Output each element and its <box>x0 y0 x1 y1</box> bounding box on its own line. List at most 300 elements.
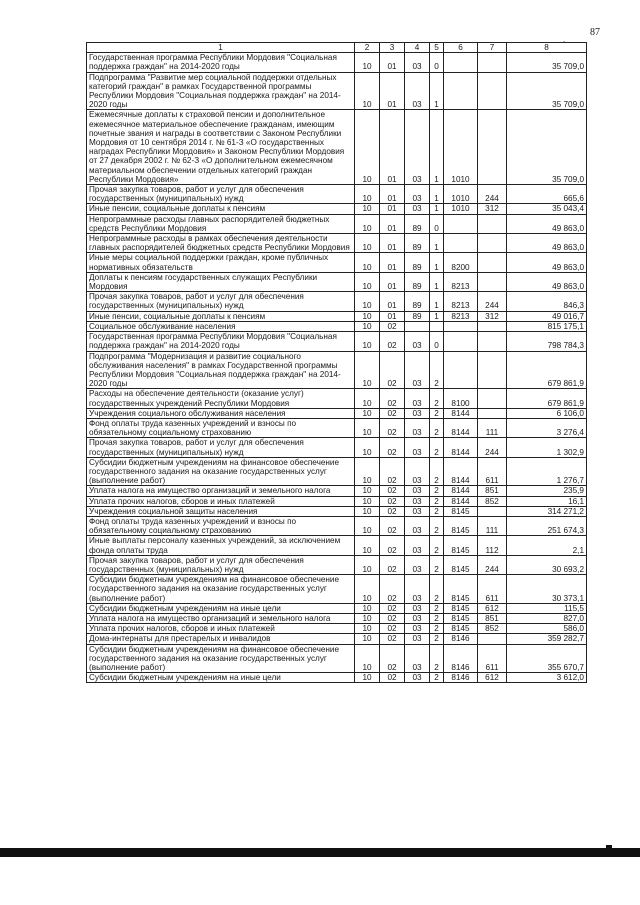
code-expense-type <box>478 110 507 185</box>
row-name: Ежемесячные доплаты к страховой пенсии и дополнительное ежемесячное материальное обеспечение гражданам, имеющим почетные звания и награды в соответствии с Законом Республики Мордовия от 10 сентября 2014 г. № 61-З «О государственных наградах Республики Мордовия» и Законом Республики Мордовия от 27 декабря 2002 г. № 62-З «О дополнительном ежемесячном материальном обеспечении отдельных категорий граждан Республики Мордовия» <box>87 110 355 185</box>
row-name: Иные пенсии, социальные доплаты к пенсиям <box>87 311 355 321</box>
row-name: Субсидии бюджетным учреждениям на иные цели <box>87 603 355 613</box>
code-subsection: 02 <box>380 506 405 516</box>
row-amount: 359 282,7 <box>507 634 587 644</box>
code-section: 10 <box>355 486 380 496</box>
code-target: 8145 <box>444 575 478 604</box>
code-subprogram: 0 <box>430 214 444 233</box>
code-section: 10 <box>355 457 380 486</box>
code-subprogram: 2 <box>430 516 444 535</box>
code-expense-type: 244 <box>478 555 507 574</box>
row-amount: 30 693,2 <box>507 555 587 574</box>
code-section: 10 <box>355 292 380 311</box>
code-section: 10 <box>355 408 380 418</box>
code-program: 03 <box>405 506 430 516</box>
row-amount: 35 709,0 <box>507 53 587 72</box>
code-subsection: 02 <box>380 673 405 683</box>
code-subprogram: 1 <box>430 185 444 204</box>
budget-table <box>86 42 587 683</box>
code-subsection: 02 <box>380 613 405 623</box>
code-target: 8145 <box>444 603 478 613</box>
code-subprogram: 2 <box>430 351 444 389</box>
code-target: 8145 <box>444 506 478 516</box>
table-row <box>87 408 587 418</box>
row-amount: 679 861,9 <box>507 389 587 408</box>
code-program: 03 <box>405 613 430 623</box>
code-section: 10 <box>355 673 380 683</box>
code-subprogram: 1 <box>430 234 444 253</box>
row-amount: 16,1 <box>507 496 587 506</box>
column-header-3: 3 <box>380 43 405 53</box>
code-subsection: 02 <box>380 351 405 389</box>
code-target: 8144 <box>444 438 478 457</box>
code-section: 10 <box>355 321 380 331</box>
code-subsection: 02 <box>380 644 405 673</box>
code-program: 89 <box>405 234 430 253</box>
row-amount: 35 709,0 <box>507 110 587 185</box>
code-expense-type <box>478 321 507 331</box>
code-subprogram: 1 <box>430 204 444 214</box>
code-expense-type: 244 <box>478 185 507 204</box>
code-expense-type: 851 <box>478 613 507 623</box>
table-row <box>87 214 587 233</box>
code-target: 8200 <box>444 253 478 272</box>
table-row <box>87 603 587 613</box>
code-expense-type <box>478 506 507 516</box>
table-row <box>87 644 587 673</box>
code-section: 10 <box>355 204 380 214</box>
code-program <box>405 321 430 331</box>
code-subprogram: 1 <box>430 72 444 110</box>
row-name: Социальное обслуживание населения <box>87 321 355 331</box>
row-amount: 815 175,1 <box>507 321 587 331</box>
code-section: 10 <box>355 253 380 272</box>
code-program: 03 <box>405 53 430 72</box>
code-subsection: 02 <box>380 555 405 574</box>
code-subprogram: 2 <box>430 438 444 457</box>
code-subsection: 02 <box>380 575 405 604</box>
code-section: 10 <box>355 536 380 555</box>
scan-edge-bar <box>0 848 640 857</box>
table-row <box>87 389 587 408</box>
code-subsection: 02 <box>380 496 405 506</box>
code-target: 8213 <box>444 292 478 311</box>
table-row <box>87 272 587 291</box>
row-amount: 49 016,7 <box>507 311 587 321</box>
code-subprogram: 0 <box>430 53 444 72</box>
column-header-7: 7 <box>478 43 507 53</box>
column-header-5: 5 <box>430 43 444 53</box>
code-subsection: 02 <box>380 321 405 331</box>
row-amount: 49 863,0 <box>507 214 587 233</box>
code-subsection: 02 <box>380 536 405 555</box>
code-expense-type: 851 <box>478 486 507 496</box>
table-row <box>87 292 587 311</box>
table-body <box>87 53 587 683</box>
row-name: Иные выплаты персоналу казенных учреждений, за исключением фонда оплаты труда <box>87 536 355 555</box>
code-expense-type <box>478 332 507 351</box>
code-program: 03 <box>405 516 430 535</box>
row-name: Уплата налога на имущество организаций и земельного налога <box>87 613 355 623</box>
code-subsection: 01 <box>380 253 405 272</box>
code-program: 03 <box>405 673 430 683</box>
column-header-4: 4 <box>405 43 430 53</box>
code-program: 03 <box>405 351 430 389</box>
code-expense-type <box>478 389 507 408</box>
code-program: 03 <box>405 536 430 555</box>
row-amount: 314 271,2 <box>507 506 587 516</box>
row-amount: 679 861,9 <box>507 351 587 389</box>
code-program: 89 <box>405 253 430 272</box>
row-name: Расходы на обеспечение деятельности (оказание услуг) государственных учреждений Республики Мордовия <box>87 389 355 408</box>
table-row <box>87 536 587 555</box>
code-target: 8145 <box>444 536 478 555</box>
code-expense-type <box>478 408 507 418</box>
code-target: 8146 <box>444 634 478 644</box>
table-row <box>87 110 587 185</box>
column-header-1: 1 <box>87 43 355 53</box>
code-target: 8145 <box>444 613 478 623</box>
code-target: 8144 <box>444 486 478 496</box>
code-subsection: 01 <box>380 185 405 204</box>
column-header-6: 6 <box>444 43 478 53</box>
code-target: 1010 <box>444 204 478 214</box>
code-subsection: 02 <box>380 438 405 457</box>
row-name: Государственная программа Республики Мордовия "Социальная поддержка граждан" на 2014-2020 годы <box>87 332 355 351</box>
code-program: 03 <box>405 603 430 613</box>
code-section: 10 <box>355 272 380 291</box>
code-target: 8146 <box>444 673 478 683</box>
code-program: 03 <box>405 438 430 457</box>
code-target <box>444 234 478 253</box>
code-target: 8144 <box>444 496 478 506</box>
code-subsection: 02 <box>380 624 405 634</box>
code-program: 03 <box>405 575 430 604</box>
row-amount: 798 784,3 <box>507 332 587 351</box>
code-subsection: 02 <box>380 418 405 437</box>
code-section: 10 <box>355 214 380 233</box>
code-subsection: 01 <box>380 204 405 214</box>
code-subprogram: 2 <box>430 673 444 683</box>
table-row <box>87 332 587 351</box>
table-row <box>87 418 587 437</box>
code-section: 10 <box>355 603 380 613</box>
row-amount: 1 302,9 <box>507 438 587 457</box>
row-amount: 235,9 <box>507 486 587 496</box>
code-subsection: 01 <box>380 53 405 72</box>
code-program: 03 <box>405 624 430 634</box>
code-subprogram <box>430 321 444 331</box>
code-expense-type: 244 <box>478 292 507 311</box>
code-target <box>444 332 478 351</box>
code-subprogram: 1 <box>430 110 444 185</box>
row-name: Уплата прочих налогов, сборов и иных платежей <box>87 496 355 506</box>
row-amount: 2,1 <box>507 536 587 555</box>
code-program: 03 <box>405 185 430 204</box>
code-expense-type: 852 <box>478 624 507 634</box>
row-amount: 1 276,7 <box>507 457 587 486</box>
code-subsection: 01 <box>380 234 405 253</box>
row-amount: 35 043,4 <box>507 204 587 214</box>
row-name: Учреждения социальной защиты населения <box>87 506 355 516</box>
code-subprogram: 2 <box>430 486 444 496</box>
code-expense-type <box>478 272 507 291</box>
code-expense-type: 611 <box>478 457 507 486</box>
code-subprogram: 1 <box>430 311 444 321</box>
row-amount: 355 670,7 <box>507 644 587 673</box>
table-row <box>87 555 587 574</box>
code-subprogram: 2 <box>430 496 444 506</box>
row-amount: 827,0 <box>507 613 587 623</box>
code-subsection: 01 <box>380 311 405 321</box>
code-subprogram: 2 <box>430 506 444 516</box>
code-target <box>444 72 478 110</box>
table-row <box>87 438 587 457</box>
code-program: 03 <box>405 72 430 110</box>
page-number: 87 <box>590 27 600 38</box>
code-section: 10 <box>355 496 380 506</box>
code-target: 8100 <box>444 389 478 408</box>
code-expense-type <box>478 72 507 110</box>
code-expense-type: 611 <box>478 575 507 604</box>
code-section: 10 <box>355 234 380 253</box>
table-row <box>87 72 587 110</box>
code-target: 8213 <box>444 311 478 321</box>
code-expense-type: 111 <box>478 418 507 437</box>
code-program: 03 <box>405 634 430 644</box>
row-name: Фонд оплаты труда казенных учреждений и взносы по обязательному социальному страхованию <box>87 516 355 535</box>
code-section: 10 <box>355 351 380 389</box>
row-name: Государственная программа Республики Мордовия "Социальная поддержка граждан" на 2014-2020 годы <box>87 53 355 72</box>
table-row <box>87 613 587 623</box>
code-subsection: 02 <box>380 634 405 644</box>
code-subsection: 02 <box>380 486 405 496</box>
row-name: Субсидии бюджетным учреждениям на финансовое обеспечение государственного задания на оказание государственных услуг (выполнение работ) <box>87 457 355 486</box>
code-section: 10 <box>355 311 380 321</box>
row-name: Учреждения социального обслуживания населения <box>87 408 355 418</box>
row-name: Иные пенсии, социальные доплаты к пенсиям <box>87 204 355 214</box>
code-program: 03 <box>405 555 430 574</box>
row-name: Прочая закупка товаров, работ и услуг для обеспечения государственных (муниципальных) нужд <box>87 438 355 457</box>
code-program: 03 <box>405 486 430 496</box>
code-subprogram: 1 <box>430 272 444 291</box>
code-target: 8146 <box>444 644 478 673</box>
row-amount: 251 674,3 <box>507 516 587 535</box>
code-section: 10 <box>355 53 380 72</box>
code-expense-type: 111 <box>478 516 507 535</box>
code-program: 89 <box>405 292 430 311</box>
code-section: 10 <box>355 185 380 204</box>
row-amount: 30 373,1 <box>507 575 587 604</box>
row-amount: 3 612,0 <box>507 673 587 683</box>
code-section: 10 <box>355 110 380 185</box>
row-amount: 115,5 <box>507 603 587 613</box>
column-header-8: 8 <box>507 43 587 53</box>
code-expense-type: 112 <box>478 536 507 555</box>
code-expense-type: 612 <box>478 673 507 683</box>
header-row <box>87 43 587 53</box>
code-subprogram: 2 <box>430 575 444 604</box>
code-target: 8145 <box>444 555 478 574</box>
row-name: Прочая закупка товаров, работ и услуг для обеспечения государственных (муниципальных) нужд <box>87 185 355 204</box>
row-name: Подпрограмма "Развитие мер социальной поддержки отдельных категорий граждан" в рамках Государственной программы Республики Мордовия "Социальная поддержка граждан" на 2014-2020 годы <box>87 72 355 110</box>
table-row <box>87 516 587 535</box>
code-subsection: 01 <box>380 110 405 185</box>
page-mark: , <box>563 35 566 44</box>
code-subprogram: 1 <box>430 253 444 272</box>
code-subprogram: 2 <box>430 603 444 613</box>
row-name: Фонд оплаты труда казенных учреждений и взносы по обязательному социальному страхованию <box>87 418 355 437</box>
table-row <box>87 351 587 389</box>
code-section: 10 <box>355 555 380 574</box>
code-expense-type <box>478 234 507 253</box>
code-subsection: 02 <box>380 332 405 351</box>
column-header-2: 2 <box>355 43 380 53</box>
table-row <box>87 457 587 486</box>
code-program: 89 <box>405 272 430 291</box>
code-program: 03 <box>405 644 430 673</box>
code-subsection: 02 <box>380 408 405 418</box>
row-name: Прочая закупка товаров, работ и услуг для обеспечения государственных (муниципальных) нужд <box>87 555 355 574</box>
table-row <box>87 506 587 516</box>
row-name: Уплата налога на имущество организаций и земельного налога <box>87 486 355 496</box>
code-section: 10 <box>355 332 380 351</box>
row-amount: 49 863,0 <box>507 234 587 253</box>
code-expense-type: 612 <box>478 603 507 613</box>
code-subprogram: 2 <box>430 536 444 555</box>
table-row <box>87 234 587 253</box>
row-amount: 3 276,4 <box>507 418 587 437</box>
row-amount: 846,3 <box>507 292 587 311</box>
table-row <box>87 486 587 496</box>
table-row <box>87 311 587 321</box>
code-subsection: 02 <box>380 516 405 535</box>
row-name: Непрограммные расходы главных распорядителей бюджетных средств Республики Мордовия <box>87 214 355 233</box>
code-subsection: 01 <box>380 214 405 233</box>
code-target: 8145 <box>444 624 478 634</box>
code-program: 03 <box>405 408 430 418</box>
code-target: 8144 <box>444 408 478 418</box>
code-section: 10 <box>355 575 380 604</box>
table-row <box>87 575 587 604</box>
code-section: 10 <box>355 634 380 644</box>
code-section: 10 <box>355 613 380 623</box>
code-program: 03 <box>405 389 430 408</box>
code-program: 03 <box>405 204 430 214</box>
code-program: 03 <box>405 110 430 185</box>
code-expense-type <box>478 253 507 272</box>
code-subprogram: 2 <box>430 418 444 437</box>
code-program: 89 <box>405 311 430 321</box>
code-expense-type: 852 <box>478 496 507 506</box>
code-subsection: 01 <box>380 292 405 311</box>
code-section: 10 <box>355 516 380 535</box>
row-name: Прочая закупка товаров, работ и услуг для обеспечения государственных (муниципальных) нужд <box>87 292 355 311</box>
table-row <box>87 53 587 72</box>
row-name: Иные меры социальной поддержки граждан, кроме публичных нормативных обязательств <box>87 253 355 272</box>
code-section: 10 <box>355 389 380 408</box>
code-subsection: 02 <box>380 389 405 408</box>
code-subprogram: 0 <box>430 332 444 351</box>
code-target: 8213 <box>444 272 478 291</box>
table-row <box>87 321 587 331</box>
code-subprogram: 1 <box>430 292 444 311</box>
scan-corner-mark <box>606 845 612 857</box>
table-row <box>87 634 587 644</box>
code-section: 10 <box>355 438 380 457</box>
table-row <box>87 253 587 272</box>
table-row <box>87 673 587 683</box>
code-section: 10 <box>355 418 380 437</box>
code-subprogram: 2 <box>430 555 444 574</box>
code-subprogram: 2 <box>430 644 444 673</box>
code-subprogram: 2 <box>430 634 444 644</box>
code-program: 03 <box>405 457 430 486</box>
code-target: 1010 <box>444 110 478 185</box>
code-subsection: 01 <box>380 272 405 291</box>
row-name: Непрограммные расходы в рамках обеспечения деятельности главных распорядителей бюджетных средств Республики Мордовия <box>87 234 355 253</box>
table-row <box>87 496 587 506</box>
code-expense-type <box>478 634 507 644</box>
code-expense-type: 312 <box>478 204 507 214</box>
code-target <box>444 321 478 331</box>
code-subsection: 02 <box>380 603 405 613</box>
row-amount: 49 863,0 <box>507 253 587 272</box>
code-section: 10 <box>355 506 380 516</box>
code-target: 8144 <box>444 457 478 486</box>
code-subprogram: 2 <box>430 613 444 623</box>
code-target: 8144 <box>444 418 478 437</box>
row-name: Субсидии бюджетным учреждениям на финансовое обеспечение государственного задания на оказание государственных услуг (выполнение работ) <box>87 644 355 673</box>
code-target: 1010 <box>444 185 478 204</box>
row-amount: 665,6 <box>507 185 587 204</box>
code-target: 8145 <box>444 516 478 535</box>
row-name: Доплаты к пенсиям государственных служащих Республики Мордовия <box>87 272 355 291</box>
row-name: Подпрограмма "Модернизация и развитие социального обслуживания населения" в рамках Государственной программы Республики Мордовия "Социальная поддержка граждан" на 2014-2020 годы <box>87 351 355 389</box>
code-subsection: 01 <box>380 72 405 110</box>
code-program: 03 <box>405 496 430 506</box>
code-program: 03 <box>405 332 430 351</box>
row-amount: 35 709,0 <box>507 72 587 110</box>
table-row <box>87 624 587 634</box>
code-program: 03 <box>405 418 430 437</box>
code-program: 89 <box>405 214 430 233</box>
row-amount: 49 863,0 <box>507 272 587 291</box>
code-section: 10 <box>355 644 380 673</box>
table-header <box>87 43 587 53</box>
code-target <box>444 53 478 72</box>
code-subprogram: 2 <box>430 624 444 634</box>
code-target <box>444 214 478 233</box>
code-target <box>444 351 478 389</box>
row-amount: 6 106,0 <box>507 408 587 418</box>
row-name: Субсидии бюджетным учреждениям на иные цели <box>87 673 355 683</box>
row-name: Дома-интернаты для престарелых и инвалидов <box>87 634 355 644</box>
code-expense-type: 312 <box>478 311 507 321</box>
code-section: 10 <box>355 624 380 634</box>
code-expense-type <box>478 214 507 233</box>
code-expense-type <box>478 351 507 389</box>
code-expense-type: 611 <box>478 644 507 673</box>
row-name: Уплата прочих налогов, сборов и иных платежей <box>87 624 355 634</box>
code-expense-type: 244 <box>478 438 507 457</box>
row-amount: 586,0 <box>507 624 587 634</box>
code-section: 10 <box>355 72 380 110</box>
code-subprogram: 2 <box>430 457 444 486</box>
table-row <box>87 185 587 204</box>
code-subprogram: 2 <box>430 389 444 408</box>
row-name: Субсидии бюджетным учреждениям на финансовое обеспечение государственного задания на оказание государственных услуг (выполнение работ) <box>87 575 355 604</box>
